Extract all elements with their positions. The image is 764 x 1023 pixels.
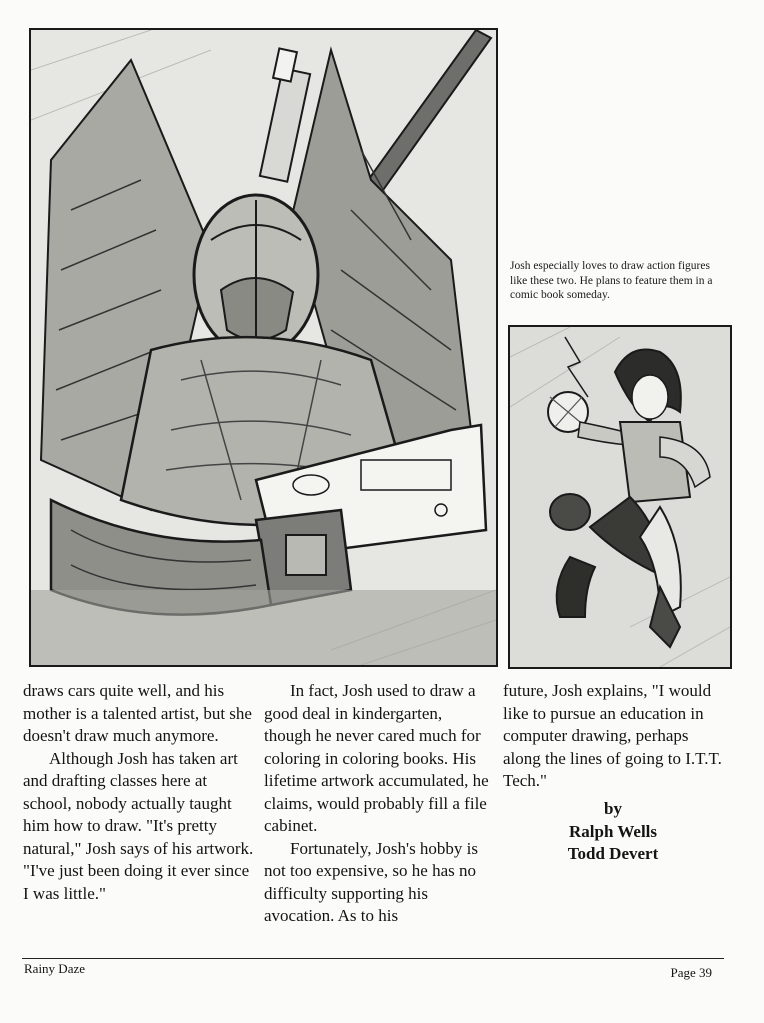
byline-by: by (604, 799, 622, 818)
byline (503, 798, 723, 866)
female-figure-drawing (510, 327, 730, 667)
paragraph: draws cars quite well, and his mother is a talented artist, but she doesn't draw much anymore. (23, 681, 252, 745)
paragraph: Fortunately, Josh's hobby is not too expensive, so he has no difficulty supporting his avocation. As to his (264, 838, 479, 925)
main-illustration (29, 28, 498, 667)
text-column-2 (264, 680, 492, 928)
publication-name: Rainy Daze (24, 961, 86, 976)
text-column-3 (503, 680, 728, 793)
paragraph: In fact, Josh used to draw a good deal in kindergarten, though he never cared much for coloring in coloring books. His lifetime artwork accumulated, he claims, would probably fill a file cabinet. (264, 681, 489, 835)
image-caption: Josh especially loves to draw action figures like these two. He plans to feature them in a comic book someday. (510, 260, 713, 301)
side-illustration (508, 325, 732, 669)
armored-figure-drawing (31, 30, 496, 665)
page-number: Page 39 (670, 965, 712, 980)
text-column-1 (23, 680, 255, 905)
author-name: Ralph Wells (568, 821, 658, 841)
paragraph: future, Josh explains, "I would like to pursue an education in computer drawing, perhaps along the lines of going to I.T.T. Tech." (503, 681, 722, 790)
footer-rule (22, 958, 724, 959)
paragraph: Although Josh has taken art and drafting classes here at school, nobody actually taught him how to draw. "It's pretty natural," Josh says of his artwork. "I've just been doing it ever since I was little." (23, 748, 254, 903)
author-name: Todd Devert (567, 844, 659, 863)
